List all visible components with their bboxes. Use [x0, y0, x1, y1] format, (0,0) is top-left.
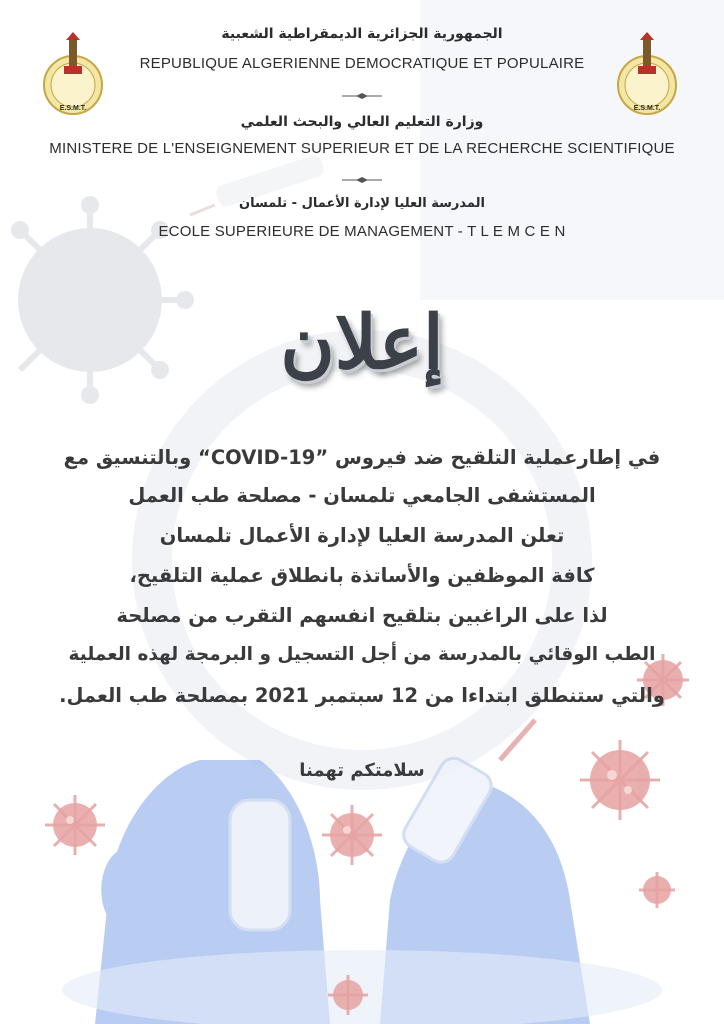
body-line-5: لذا على الراغبين بتلقيح انفسهم التقرب من مصلحة: [116, 604, 608, 627]
body-line-3: تعلن المدرسة العليا لإدارة الأعمال تلمسان: [159, 524, 565, 547]
school-arabic: المدرسة العليا لإدارة الأعمال - تلمسان: [239, 196, 485, 211]
republic-arabic: الجمهورية الجزائرية الديمقراطية الشعبية: [221, 26, 503, 42]
ornament-divider: [342, 92, 382, 100]
logo-abbr: E.S.M.T.: [633, 105, 661, 112]
body-line-7: والتي ستنطلق ابتداءا من 12 سبتمبر 2021 بمصلحة طب العمل.: [59, 684, 665, 707]
announcement-title: إعلان: [280, 300, 444, 386]
ministry-arabic: وزارة التعليم العالي والبحث العلمي: [240, 114, 484, 130]
ornament-divider: [342, 176, 382, 184]
body-line-4: كافة الموظفين والأساتذة بانطلاق عملية التلقيح،: [129, 564, 595, 587]
closing-line: سلامتكم تهمنا: [299, 760, 425, 781]
body-line-1: في إطارعملية التلقيح ضد فيروس ”COVID-19“ وبالتنسيق مع: [63, 446, 661, 469]
school-logo-left: [42, 30, 104, 118]
school-french: ECOLE SUPERIEURE DE MANAGEMENT - T L E M C E N: [158, 223, 566, 240]
body-line-2: المستشفى الجامعي تلمسان - مصلحة طب العمل: [128, 484, 596, 507]
school-logo-right: [616, 30, 678, 118]
body-line-6: الطب الوقائي بالمدرسة من أجل التسجيل و البرمجة لهذه العملية: [68, 644, 656, 665]
ministry-french: MINISTERE DE L'ENSEIGNEMENT SUPERIEUR ET DE LA RECHERCHE SCIENTIFIQUE: [49, 140, 675, 157]
logo-abbr: E.S.M.T.: [59, 105, 87, 112]
republic-french: REPUBLIQUE ALGERIENNE DEMOCRATIQUE ET POPULAIRE: [139, 55, 585, 72]
